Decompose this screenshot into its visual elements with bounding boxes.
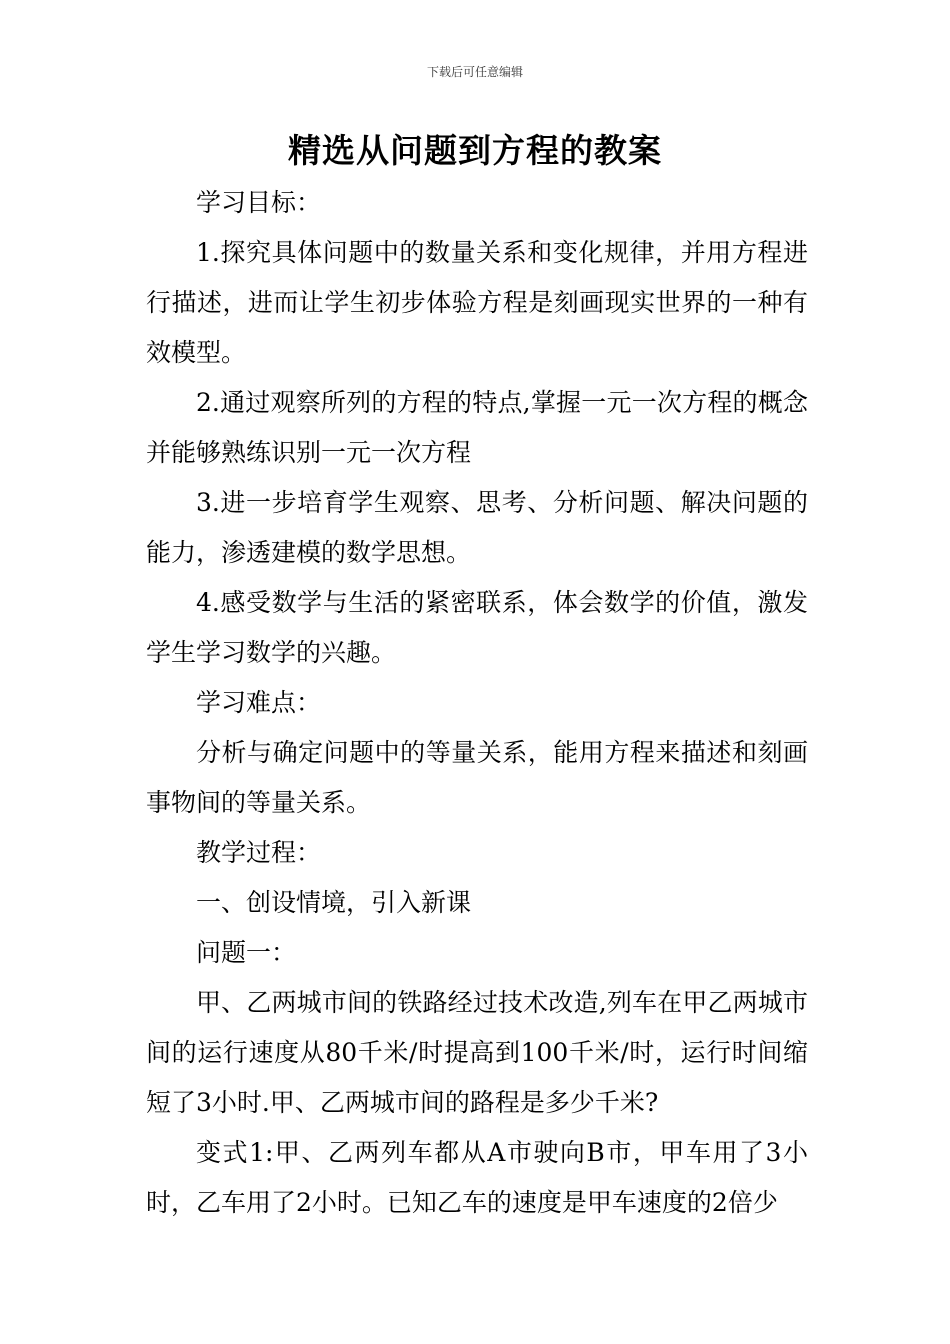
problem-label: 问题一：	[196, 938, 297, 967]
goal-item-2: 2.通过观察所列的方程的特点,掌握一元一次方程的概念并能够熟练识别一元一次方程	[146, 388, 808, 467]
page-header-note: 下载后可任意编辑	[426, 65, 523, 79]
difficulty-text: 分析与确定问题中的等量关系，能用方程来描述和刻画事物间的等量关系。	[146, 738, 808, 817]
goal-item-4: 4.感受数学与生活的紧密联系，体会数学的价值，激发学生学习数学的兴趣。	[146, 588, 808, 667]
variant-text: 变式1:甲、乙两列车都从A市驶向B市，甲车用了3小时，乙车用了2小时。已知乙车的速度是甲车速度的2倍少	[146, 1138, 808, 1217]
goal-item-3: 3.进一步培育学生观察、思考、分析问题、解决问题的能力，渗透建模的数学思想。	[146, 488, 808, 567]
section-heading-goals: 学习目标：	[196, 188, 322, 217]
goal-item-1: 1.探究具体问题中的数量关系和变化规律，并用方程进行描述，进而让学生初步体验方程是刻画现实世界的一种有效模型。	[146, 238, 808, 367]
section-heading-difficulty: 学习难点：	[196, 688, 322, 717]
document-body	[146, 178, 808, 1228]
document-title: 精选从问题到方程的教案	[288, 131, 662, 170]
problem-text: 甲、乙两城市间的铁路经过技术改造,列车在甲乙两城市间的运行速度从80千米/时提高到100千米/时，运行时间缩短了3小时.甲、乙两城市间的路程是多少千米?	[146, 988, 808, 1117]
process-step-1: 一、创设情境，引入新课	[196, 888, 472, 917]
section-heading-process: 教学过程：	[196, 838, 322, 867]
